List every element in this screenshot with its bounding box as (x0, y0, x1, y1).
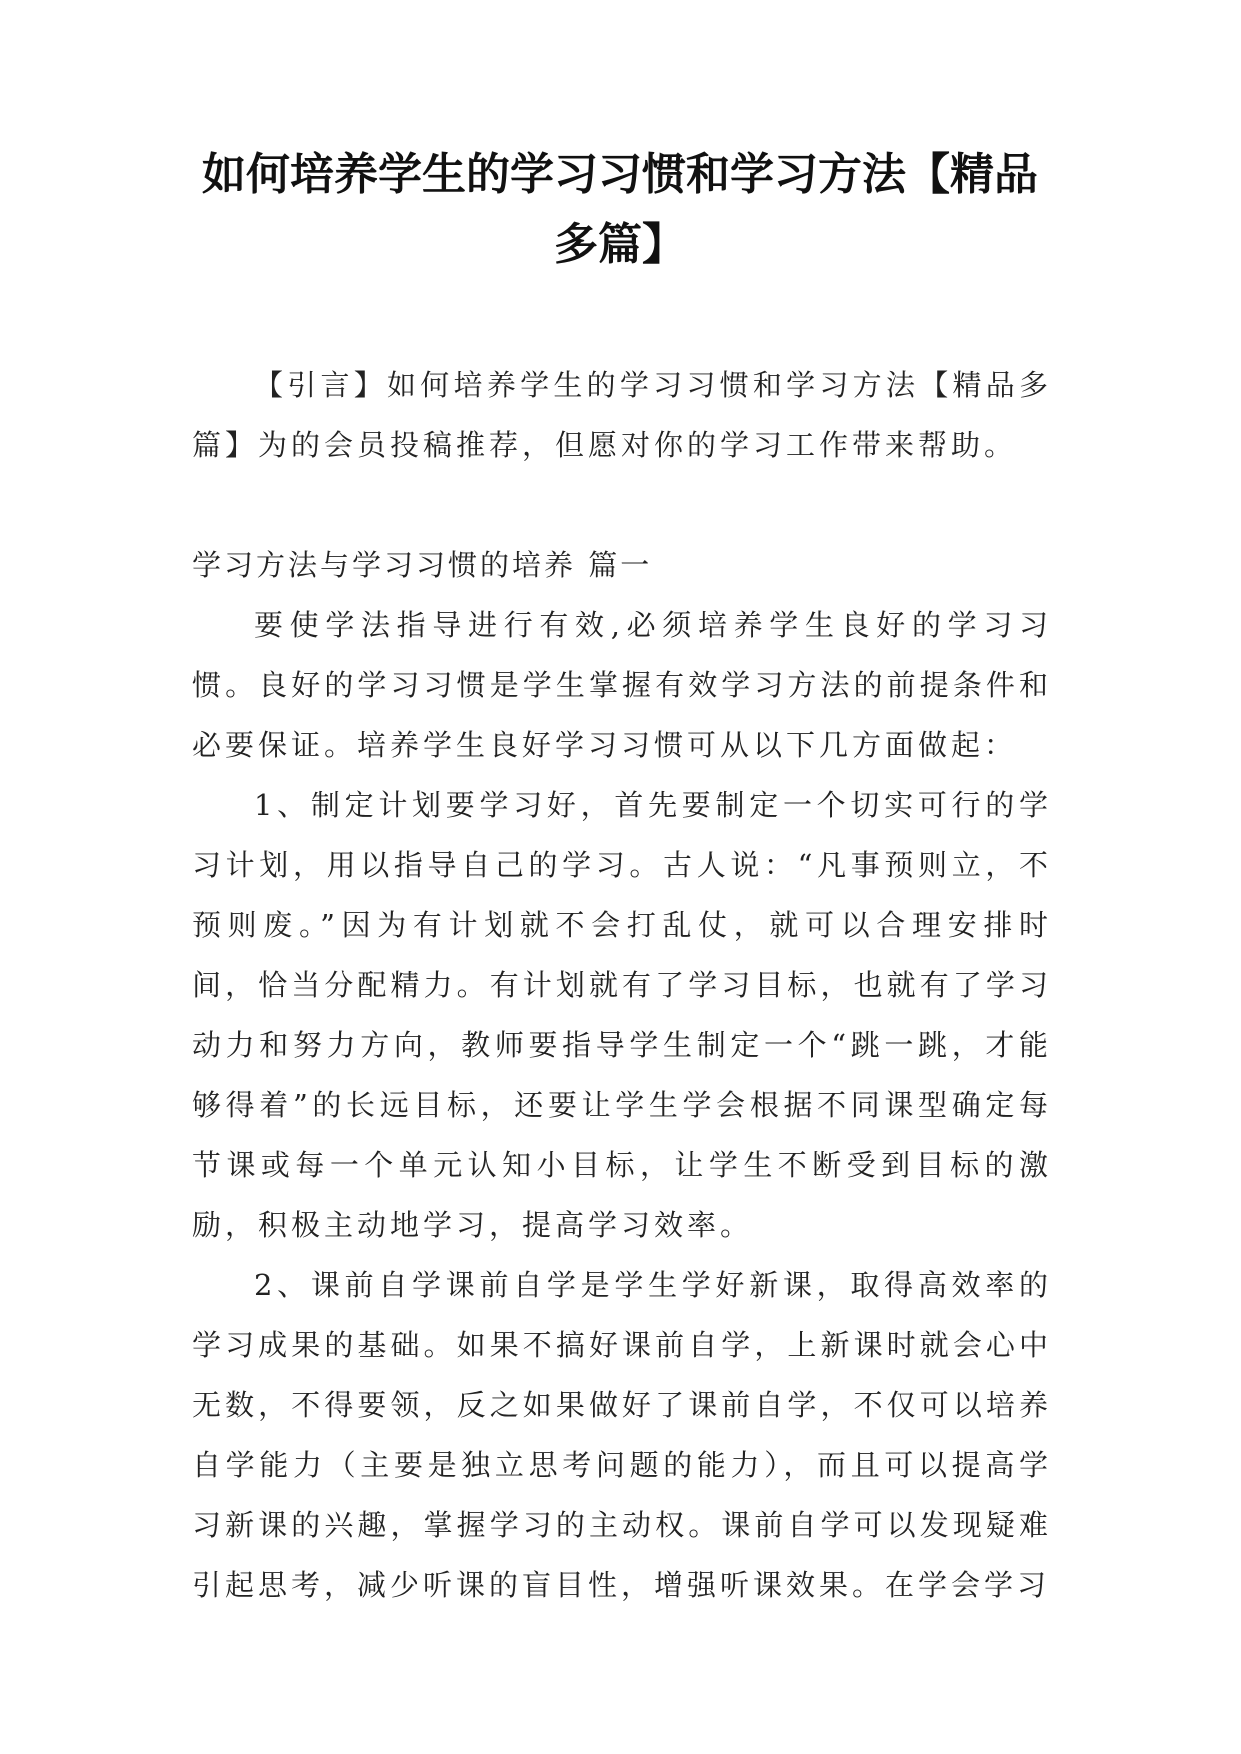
body-paragraph-1: 要使学法指导进行有效,必须培养学生良好的学习习惯。良好的学习习惯是学生掌握有效学习方法的前提条件和必要保证。培养学生良好学习习惯可从以下几方面做起： (192, 608, 1052, 762)
document-title (170, 140, 1070, 280)
body-paragraph-2: 1、制定计划要学习好，首先要制定一个切实可行的学习计划，用以指导自己的学习。古人说：“凡事预则立，不预则废。”因为有计划就不会打乱仗，就可以合理安排时间，恰当分配精力。有计划就有了学习目标，也就有了学习动力和努力方向，教师要指导学生制定一个“跳一跳，才能够得着”的长远目标，还要让学生学会根据不同课型确定每节课或每一个单元认知小目标，让学生不断受到目标的激励，积极主动地学习，提高学习效率。 (192, 788, 1052, 1242)
section-heading: 学习方法与学习习惯的培养 篇一 (192, 548, 653, 582)
title-line-2: 多篇】 (554, 219, 686, 270)
body-paragraph-3: 2、课前自学课前自学是学生学好新课，取得高效率的学习成果的基础。如果不搞好课前自学，上新课时就会心中无数，不得要领，反之如果做好了课前自学，不仅可以培养自学能力（主要是独立思考问题的能力），而且可以提高学习新课的兴趣，掌握学习的主动权。课前自学可以发现疑难引起思考，减少听课的盲目性，增强听课效果。在学会学习 (192, 1268, 1052, 1602)
intro-paragraph: 【引言】如何培养学生的学习习惯和学习方法【精品多篇】为的会员投稿推荐，但愿对你的学习工作带来帮助。 (192, 368, 1052, 462)
document-body (192, 355, 1052, 1615)
title-line-1: 如何培养学生的学习习惯和学习方法【精品 (202, 149, 1038, 200)
